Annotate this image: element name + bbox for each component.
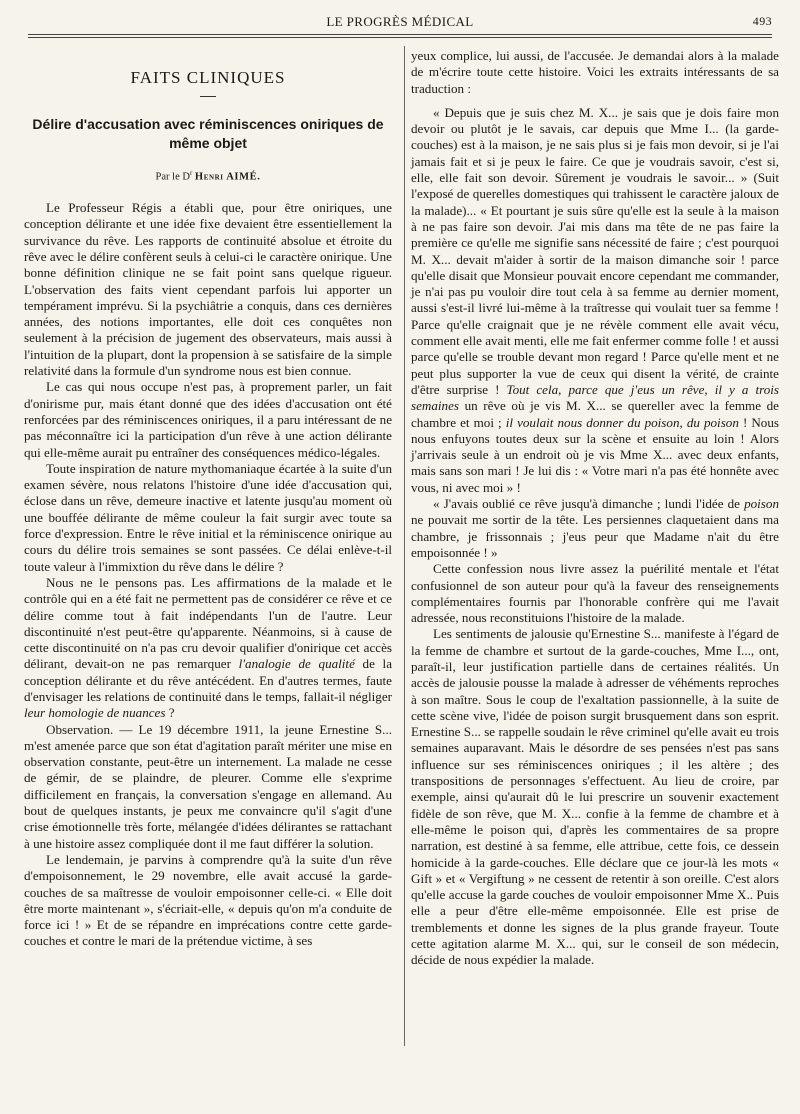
- page-number: 493: [752, 14, 772, 28]
- text-run: un rêve où je vis M. X... se quereller avec la femme de chambre et moi ;: [411, 398, 779, 430]
- header-rule-bottom: [28, 37, 772, 38]
- italic-run: poison: [744, 496, 779, 512]
- section-dash: [200, 96, 216, 97]
- column-divider: [404, 46, 405, 1046]
- text-run: « Depuis que je suis chez M. X... je sais que je dois faire mon devoir ou plutôt je le savais, car depuis que Mme I... (la garde-couches) est à la maison, je ne sais plus si je fais mon devoir, si je l'ai jamais fait et si je peux le faire. Ce que je voudrais savoir, c'est si, elle, elle fait son devoir. Sûrement je voudrais le savoir... » (Suit l'exposé de querelles domestiques qui trahissent le caractère jaloux de la malade)... « Et pourtant je suis sûre qu'elle est la seule à la maison à ne pas faire son devoir. J'ai mis dans ma tête de ne pas faire la première ce qu'elle me signifie sans nécessité de faire ; c'est pourquoi M. X... devait m'aider à sortir de la maison dimanche soir ! parce qu'elle disait que Monsieur pouvait encore cependant me commander, je n'ai pas pu vouloir dire tout cela à sa femme au dernier moment, aussi s'est-il livré lui-même à la traîtresse qui voulait tuer sa femme ! Parce qu'elle craignait que je ne révèle comment elle avait vécu, comment elle avait menti, elle me fait enfermer comme folle ! et aussi parce qu'elle se trouble devant mon regard ! Parce qu'elle ment et ne peut plus supporter la vue de ceux qui disent la vérité, de crainte d'être surprise !: [411, 104, 779, 397]
- byline: [24, 165, 392, 186]
- byline-prefix: Par le D: [155, 171, 190, 183]
- italic-run: l'analogie de qualité: [238, 656, 355, 672]
- italic-run: Tout cela, parce que j'eus un rêve, il y a trois semaines: [411, 381, 779, 414]
- article-title: Délire d'accusation avec réminiscences oniriques de même objet: [32, 116, 384, 152]
- italic-run: leur homologie de nuances: [24, 705, 166, 721]
- paragraph: [411, 105, 779, 496]
- journal-title: LE PROGRÈS MÉDICAL: [326, 14, 474, 29]
- paragraph: Le Professeur Régis a établi que, pour être oniriques, une conception délirante et une idée fixe devaient être essentiellement la survivance du rêve. Les rapports de continuité absolue et étroite du rêve avec le délire confèrent seuls à celui-ci le caractère onirique. Une bonne définition clinique ne se fait point sans quelque rigueur. L'observation des faits vient cependant parfois lui apporter un tempérament imprévu. Si la psychiâtrie a conquis, dans ces dernières années, des notions importantes, elle doit ces conquêtes non seulement à la précision de jugement des observateurs, mais aussi à l'intuition de la plupart, dont la propension à se satisfaire de la simple relativité dans la formule d'un syndrome nous est bien connue.: [24, 200, 392, 379]
- byline-author: Henri AIMÉ.: [194, 171, 261, 183]
- left-column: [24, 48, 392, 950]
- paragraph: Cette confession nous livre assez la puérilité mentale et l'état confusionnel de son auteur pour qu'à la faveur des renseignements complémentaires fournis par l'honorable confrère qui me l'avait adressée, nous reconstituions l'histoire de la malade.: [411, 561, 779, 626]
- section-heading: FAITS CLINIQUES: [130, 68, 286, 87]
- text-run: ?: [165, 705, 175, 721]
- running-header: [28, 14, 772, 36]
- italic-run: il voulait nous donner du poison, du poison: [505, 414, 739, 430]
- header-rule-top: [28, 34, 772, 35]
- text-run: de la conception délirante et du rêve antécédent. En d'autres termes, faute d'envisager les relations de continuité dans le temps, fallait-il négliger: [24, 656, 393, 704]
- text-run: « J'avais oublié ce rêve jusqu'à dimanche ; lundi l'idée de: [433, 496, 745, 512]
- paragraph: [24, 575, 392, 722]
- paragraph: Le lendemain, je parvins à comprendre qu'à la suite d'un rêve d'empoisonnement, le 29 novembre, elle avait accusé la garde-couches de sa maîtresse de vouloir empoisonner celle-ci. « Elle doit être morte maintenant », s'écriait-elle, « depuis qu'on m'a conduite de force ici ! » Et de se répandre en imprécations contre cette garde-couches et contre le mari de la prétendue victime, à ses: [24, 851, 392, 949]
- paragraph: Le cas qui nous occupe n'est pas, à proprement parler, un fait d'onirisme pur, mais étant donné que des idées d'accusation ont été renforcées par des réminiscences oniriques, il a paru intéressant de ne pas méconnaître ici la participation d'un rêve à une action délirante qui elle-même aurait pu entraîner des conséquences médico-légales.: [24, 379, 392, 460]
- text-run: ! Nous nous enfuyons toutes deux sur la scène et ensuite au loin ! Alors j'arrivais seule à un endroit où je vis Mme X... avec deux enfants, mais sans son mari ! Je lui dis : « Votre mari n'a pas été honnête avec vous, ni avec moi » !: [411, 414, 779, 495]
- text-run: Nous ne le pensons pas. Les affirmations de la malade et le contrôle qui en a été fait ne permettent pas de considérer ce rêve et ce délire comme tout à fait indépendants l'un de l'autre. Leur discontinuité n'est peut-être qu'apparente. Néanmoins, si à cause de cette discontinuité on n'a pas cru devoir qualifier d'onirique cet accès délirant, devait-on ne pas remarquer: [24, 574, 392, 672]
- paragraph: yeux complice, lui aussi, de l'accusée. Je demandai alors à la malade de m'écrire toute cette histoire. Voici les extraits intéressants de sa traduction :: [411, 48, 779, 96]
- paragraph: [411, 496, 779, 561]
- text-run: ne pouvait me sortir de la tête. Les persiennes claquetaient dans ma chambre, je frissonnais ; j'eus peur que Madame n'ait du être empoisonnée ! »: [411, 512, 779, 560]
- paragraph: Toute inspiration de nature mythomaniaque écartée à la suite d'un examen sévère, nous relatons l'histoire d'une idée d'accusation qui, éclose dans un rêve, demeure inactive et latente jusqu'au moment où une bouffée délirante de même couleur la fait surgir avec toute sa force d'expression. Entre le rêve initial et la réminiscence onirique au cours du délire trois semaines se sont passées. Ce délai enlève-t-il toute valeur à l'immixtion du rêve dans le délire ?: [24, 460, 392, 574]
- byline-sup: r: [189, 169, 193, 178]
- paragraph: Observation. — Le 19 décembre 1911, la jeune Ernestine S... m'est amenée parce que son état d'agitation paraît mériter une mise en observation constante, peut-être un internement. La malade ne cesse de gémir, de se plaindre, de pleurer. Comme elle s'exprime difficilement en français, la conversation s'engage en allemand. Au bout de quelques instants, je peux me convaincre qu'il s'agit d'une crise émotionnelle très forte, mélangée d'idées délirantes se rattachant à une histoire assez compliquée dont il me faut différer la solution.: [24, 721, 392, 851]
- paragraph: Les sentiments de jalousie qu'Ernestine S... manifeste à l'égard de la femme de chambre et surtout de la garde-couches, Mme I..., ont, paraît-il, leur justification partielle dans de certaines réalités. Un accès de jalousie pousse la malade à adresser de véhéments reproches à son maître. Sous le coup de l'exaltation passionnelle, à la suite de cette scène vive, l'idée de poison surgit brusquement dans son esprit. Ernestine S... se rappelle soudain le rêve criminel qu'elle avait eu trois semaines auparavant. Mais le désordre de ses pensées n'est pas sans influence sur ses réminiscences oniriques ; il les altère ; des transpositions de personnages s'effectuent. Au lieu de croire, par exemple, ainsi qu'aurait dû le lui prescrire un souvenir exactement fidèle de son rêve, que M. X... confie à la femme de chambre et à elle-même le poison qui, d'après les commentaires de sa propre narration, est destiné à sa femme, elle attribue, cette fois, ce dessein homicide à la garde-couches. Elle déclare que ce jour-là les mots « Gift » et « Vergiftung » ne cessent de retentir à son oreille. C'est alors qu'elle accuse la garde couches de vouloir empoisonner Mme X.. Puis elle a peur d'être elle-même empoisonnée. Elle est prise de tremblements et donne les signes de la plus grande frayeur. Toute cette agitation alarme M. X... qui, sur le conseil de son médecin, décide de nous expédier la malade.: [411, 626, 779, 968]
- right-column: [411, 48, 779, 969]
